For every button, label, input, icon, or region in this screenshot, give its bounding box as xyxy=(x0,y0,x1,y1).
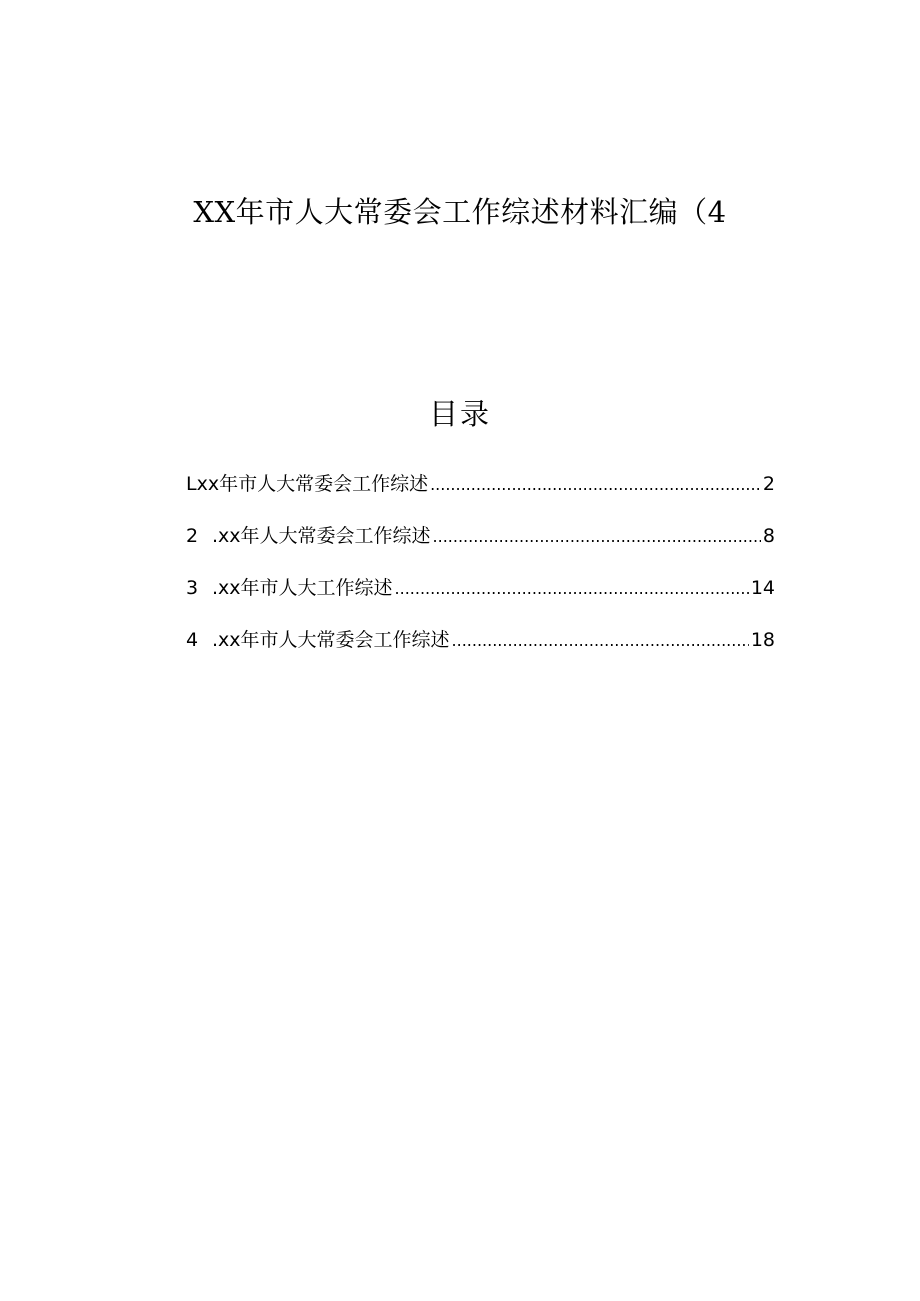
toc-entry-label: .xx年市人大常委会工作综述 xyxy=(212,629,450,651)
toc-heading: 目录 xyxy=(428,397,491,431)
toc-leader-dots xyxy=(433,519,761,555)
toc-leader-dots xyxy=(430,467,761,503)
document-title xyxy=(0,190,920,234)
toc-entry-page: 18 xyxy=(750,629,775,651)
toc-leader-dots xyxy=(395,571,749,607)
toc-entry-number: 4 xyxy=(186,629,199,651)
toc-entry[interactable] xyxy=(186,518,775,570)
toc-leader-dots xyxy=(452,623,749,659)
document-title-prefix: XX xyxy=(193,195,236,229)
toc-entry-page: 2 xyxy=(762,473,775,495)
toc-entry-page: 8 xyxy=(762,525,775,547)
document-title-suffix: 4 xyxy=(707,195,727,229)
toc-entry-label: .xx年人大常委会工作综述 xyxy=(212,525,431,547)
toc-entry-label: .xx年市人大工作综述 xyxy=(212,577,393,599)
toc-entry-number: 3 xyxy=(186,577,199,599)
toc-entry[interactable] xyxy=(186,622,775,674)
table-of-contents xyxy=(186,466,775,674)
toc-entry[interactable] xyxy=(186,570,775,622)
document-title-main: 年市人大常委会工作综述材料汇编（ xyxy=(235,195,708,229)
toc-entry-number: 2 xyxy=(186,525,199,547)
toc-entry[interactable] xyxy=(186,466,775,518)
toc-entry-page: 14 xyxy=(750,577,775,599)
toc-entry-label: Lxx年市人大常委会工作综述 xyxy=(186,473,429,495)
